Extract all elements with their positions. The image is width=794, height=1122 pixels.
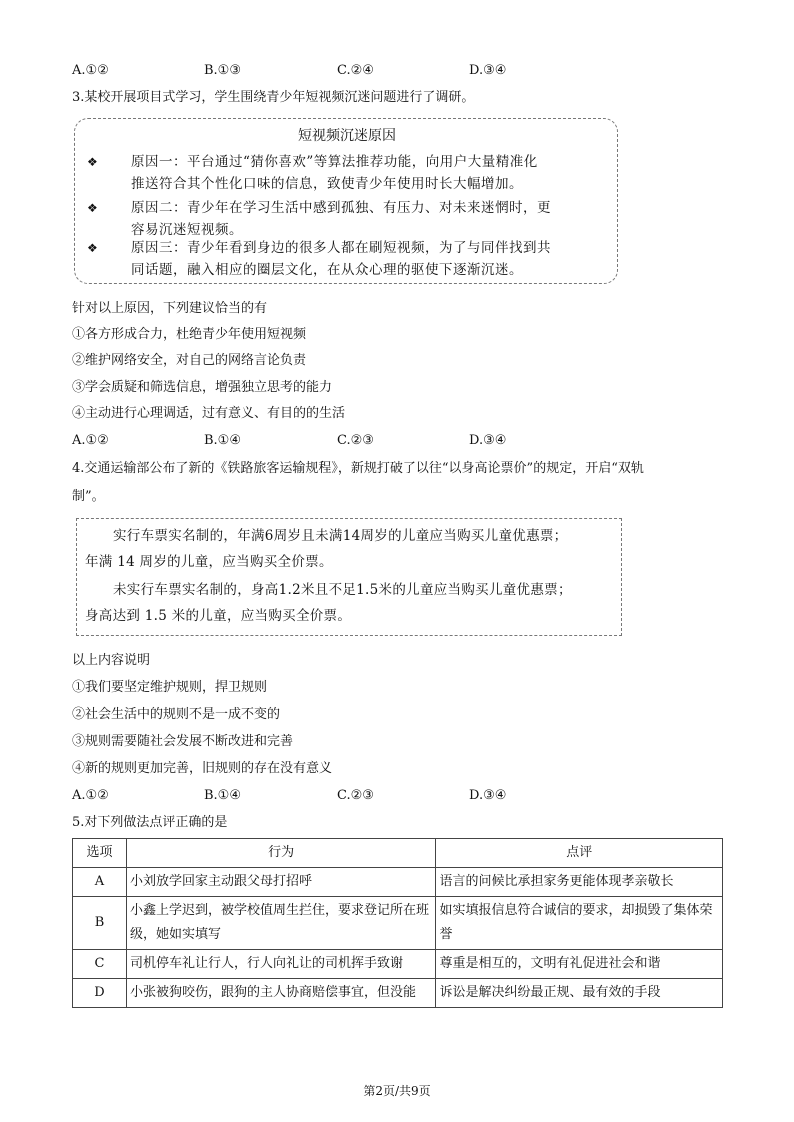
q3-item-1: ①各方形成合力，杜绝青少年使用短视频 (72, 327, 307, 342)
q4-item-4: ④新的规则更加完善，旧规则的存在没有意义 (72, 761, 333, 776)
table-cell: 诉讼是解决纠纷最正规、最有效的手段 (436, 979, 723, 1008)
q4-item-3: ③规则需要随社会发展不断改进和完善 (72, 734, 294, 749)
diamond-bullet-icon: ❖ (87, 201, 98, 215)
q3-box-title: 短视频沉迷原因 (298, 128, 396, 144)
table-row (73, 897, 723, 950)
q2-option-b[interactable]: B.①③ (204, 63, 241, 78)
q4-option-a[interactable]: A.①② (72, 788, 109, 803)
q4-option-c[interactable]: C.②③ (337, 788, 374, 803)
q3-question: 针对以上原因，下列建议恰当的有 (72, 301, 268, 316)
q3-options (72, 432, 732, 450)
q3-item-4: ④主动进行心理调适，过有意义、有目的的生活 (72, 406, 346, 421)
table-header-cell: 选项 (73, 839, 127, 868)
q5-table (72, 838, 723, 1008)
q3-reason-2: ❖ 原因二：青少年在学习生活中感到孤独、有压力、对未来迷惘时，更 容易沉迷短视频。 (87, 197, 602, 241)
table-cell: 司机停车礼让行人，行人向礼让的司机挥手致谢 (126, 950, 436, 979)
diamond-bullet-icon: ❖ (87, 241, 98, 255)
q4-rule-1: 实行车票实名制的，年满6周岁且未满14周岁的儿童应当购买儿童优惠票； 年满 14 周岁的儿童，应当购买全价票。 (85, 528, 568, 570)
table-cell: B (73, 897, 127, 950)
q3-option-d[interactable]: D.③④ (469, 433, 507, 448)
q4-option-b[interactable]: B.①④ (204, 788, 241, 803)
table-header-row (73, 839, 723, 868)
q3-option-b[interactable]: B.①④ (204, 433, 241, 448)
table-cell: C (73, 950, 127, 979)
q4-rules-box (76, 518, 622, 636)
table-header-cell: 点评 (436, 839, 723, 868)
q3-reasons-box (74, 118, 618, 284)
q2-option-c[interactable]: C.②④ (337, 63, 374, 78)
q3-reason-3: ❖ 原因三：青少年看到身边的很多人都在刷短视频，为了与同伴找到共 同话题，融入相应的圈层文化，在从众心理的驱使下逐渐沉迷。 (87, 237, 602, 281)
q4-stem-line-1: 4.交通运输部公布了新的《铁路旅客运输规程》，新规打破了以往“以身高论票价”的规定，开启“双轨 (72, 461, 644, 476)
q4-item-2: ②社会生活中的规则不是一成不变的 (72, 707, 281, 722)
table-row (73, 979, 723, 1008)
table-cell: 小张被狗咬伤，跟狗的主人协商赔偿事宜，但没能 (126, 979, 436, 1008)
q5-stem: 5.对下列做法点评正确的是 (72, 815, 228, 830)
q4-item-1: ①我们要坚定维护规则，捍卫规则 (72, 680, 268, 695)
q4-option-d[interactable]: D.③④ (469, 788, 507, 803)
q2-option-a[interactable]: A.①② (72, 63, 109, 78)
q4-options (72, 787, 732, 805)
q3-item-2: ②维护网络安全，对自己的网络言论负责 (72, 353, 307, 368)
table-cell: A (73, 868, 127, 897)
table-cell: 语言的问候比承担家务更能体现孝亲敬长 (436, 868, 723, 897)
page-footer: 第2页/共9页 (363, 1084, 431, 1098)
table-header-cell: 行为 (126, 839, 436, 868)
q3-stem: 3.某校开展项目式学习，学生围绕青少年短视频沉迷问题进行了调研。 (72, 90, 475, 105)
table-row (73, 868, 723, 897)
q4-rule-2: 未实行车票实名制的，身高1.2米且不足1.5米的儿童应当购买儿童优惠票； 身高达到 1.5 米的儿童，应当购买全价票。 (85, 582, 572, 624)
table-cell: 小鑫上学迟到，被学校值周生拦住，要求登记所在班级，她如实填写 (126, 897, 436, 950)
q4-question: 以上内容说明 (72, 653, 151, 668)
q3-option-a[interactable]: A.①② (72, 433, 109, 448)
table-cell: D (73, 979, 127, 1008)
q3-item-3: ③学会质疑和筛选信息，增强独立思考的能力 (72, 380, 333, 395)
q4-stem-line-2: 制”。 (72, 489, 105, 504)
table-cell: 尊重是相互的，文明有礼促进社会和谐 (436, 950, 723, 979)
q3-reason-1: ❖ 原因一：平台通过“猜你喜欢”等算法推荐功能，向用户大量精准化 推送符合其个性化口味的信息，致使青少年使用时长大幅增加。 (87, 151, 602, 195)
q2-option-d[interactable]: D.③④ (469, 63, 507, 78)
q2-options (72, 62, 732, 80)
diamond-bullet-icon: ❖ (87, 155, 98, 169)
table-cell: 小刘放学回家主动跟父母打招呼 (126, 868, 436, 897)
q3-option-c[interactable]: C.②③ (337, 433, 374, 448)
table-cell: 如实填报信息符合诚信的要求，却损毁了集体荣誉 (436, 897, 723, 950)
table-row (73, 950, 723, 979)
